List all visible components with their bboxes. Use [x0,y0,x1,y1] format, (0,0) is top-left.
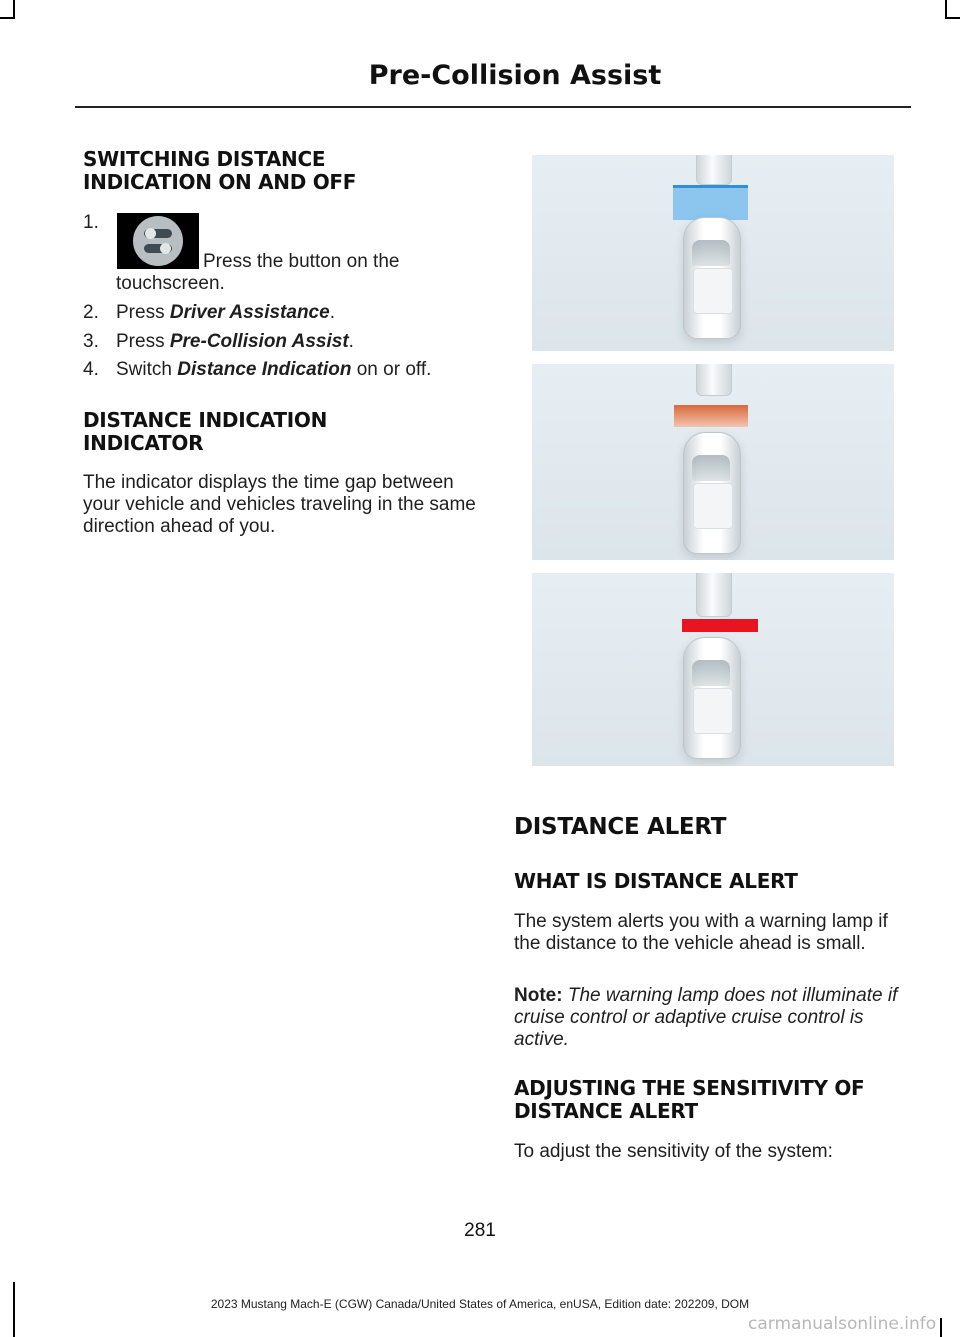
step-number: 1. [83,212,99,233]
indicator-body: The indicator displays the time gap between your vehicle and vehicles traveling in the same direction ahead of you. [83,472,476,537]
step-1-label: Press the button on the touchscreen. [116,251,400,294]
alert-heading: DISTANCE ALERT [514,814,727,840]
crop-mark-top-left [13,0,15,18]
step-emphasis: Pre-Collision Assist [169,331,349,352]
step-number: 4. [83,359,99,380]
step-text [116,251,476,295]
switching-heading-line1: SWITCHING DISTANCE [83,147,326,171]
alert-body: The system alerts you with a warning lamp if the distance to the vehicle ahead is small. [514,911,888,954]
crop-mark-top-right [945,0,947,18]
roof [693,688,733,734]
indicator-heading-line2: INDICATOR [83,431,204,455]
header-rule [75,106,911,108]
sensitivity-body: To adjust the sensitivity of the system: [514,1141,833,1162]
step-suffix: . [329,302,335,323]
step-number: 3. [83,331,99,352]
crop-mark-top-left-h [0,17,15,19]
distance-bar [673,185,748,220]
lead-vehicle [696,364,732,396]
watermark: carmanualsonline.info [748,1314,937,1334]
step-number: 2. [83,302,99,323]
page-title: Pre-Collision Assist [368,60,662,91]
distance-illustration-near [532,573,894,766]
note-text: The warning lamp does not illuminate if cruise control or adaptive cruise control is active. [514,985,898,1050]
lead-vehicle [696,573,732,617]
lead-vehicle [696,155,732,185]
roof [693,268,733,314]
windshield [692,240,730,266]
sensitivity-heading-line2: DISTANCE ALERT [514,1099,698,1123]
step-suffix: . [348,331,354,352]
alert-subheading: WHAT IS DISTANCE ALERT [514,869,798,893]
switching-heading-line2: INDICATION ON AND OFF [83,170,357,194]
crop-mark-bottom-right [940,1318,942,1337]
ego-vehicle [683,217,741,339]
step-suffix: on or off. [351,359,432,380]
indicator-heading [83,409,483,455]
windshield [692,455,730,481]
step-text [116,331,476,353]
sensitivity-heading-line1: ADJUSTING THE SENSITIVITY OF [514,1076,865,1100]
note-label: Note: [514,985,563,1006]
windshield [692,660,730,686]
distance-bar [682,619,758,632]
sensitivity-heading [514,1077,914,1123]
edition-line: 2023 Mustang Mach-E (CGW) Canada/United States of America, enUSA, Edition date: 202209, DOM [210,1297,750,1311]
alert-note [514,985,910,1051]
step-emphasis: Driver Assistance [169,302,330,323]
distance-illustration-medium [532,364,894,560]
step-prefix: Press [116,302,170,323]
step-text [116,359,476,381]
ego-vehicle [683,637,741,759]
indicator-heading-line1: DISTANCE INDICATION [83,408,328,432]
step-prefix: Press [116,331,170,352]
step-text [116,302,476,324]
page-number: 281 [464,1220,496,1241]
distance-bar [674,405,748,427]
toggle-knob-icon [145,228,156,239]
roof [693,483,733,529]
switching-heading [83,148,483,194]
step-emphasis: Distance Indication [177,359,352,380]
step-prefix: Switch [116,359,178,380]
ego-vehicle [683,432,741,554]
crop-mark-top-right-h [945,17,960,19]
distance-illustration-far [532,155,894,351]
